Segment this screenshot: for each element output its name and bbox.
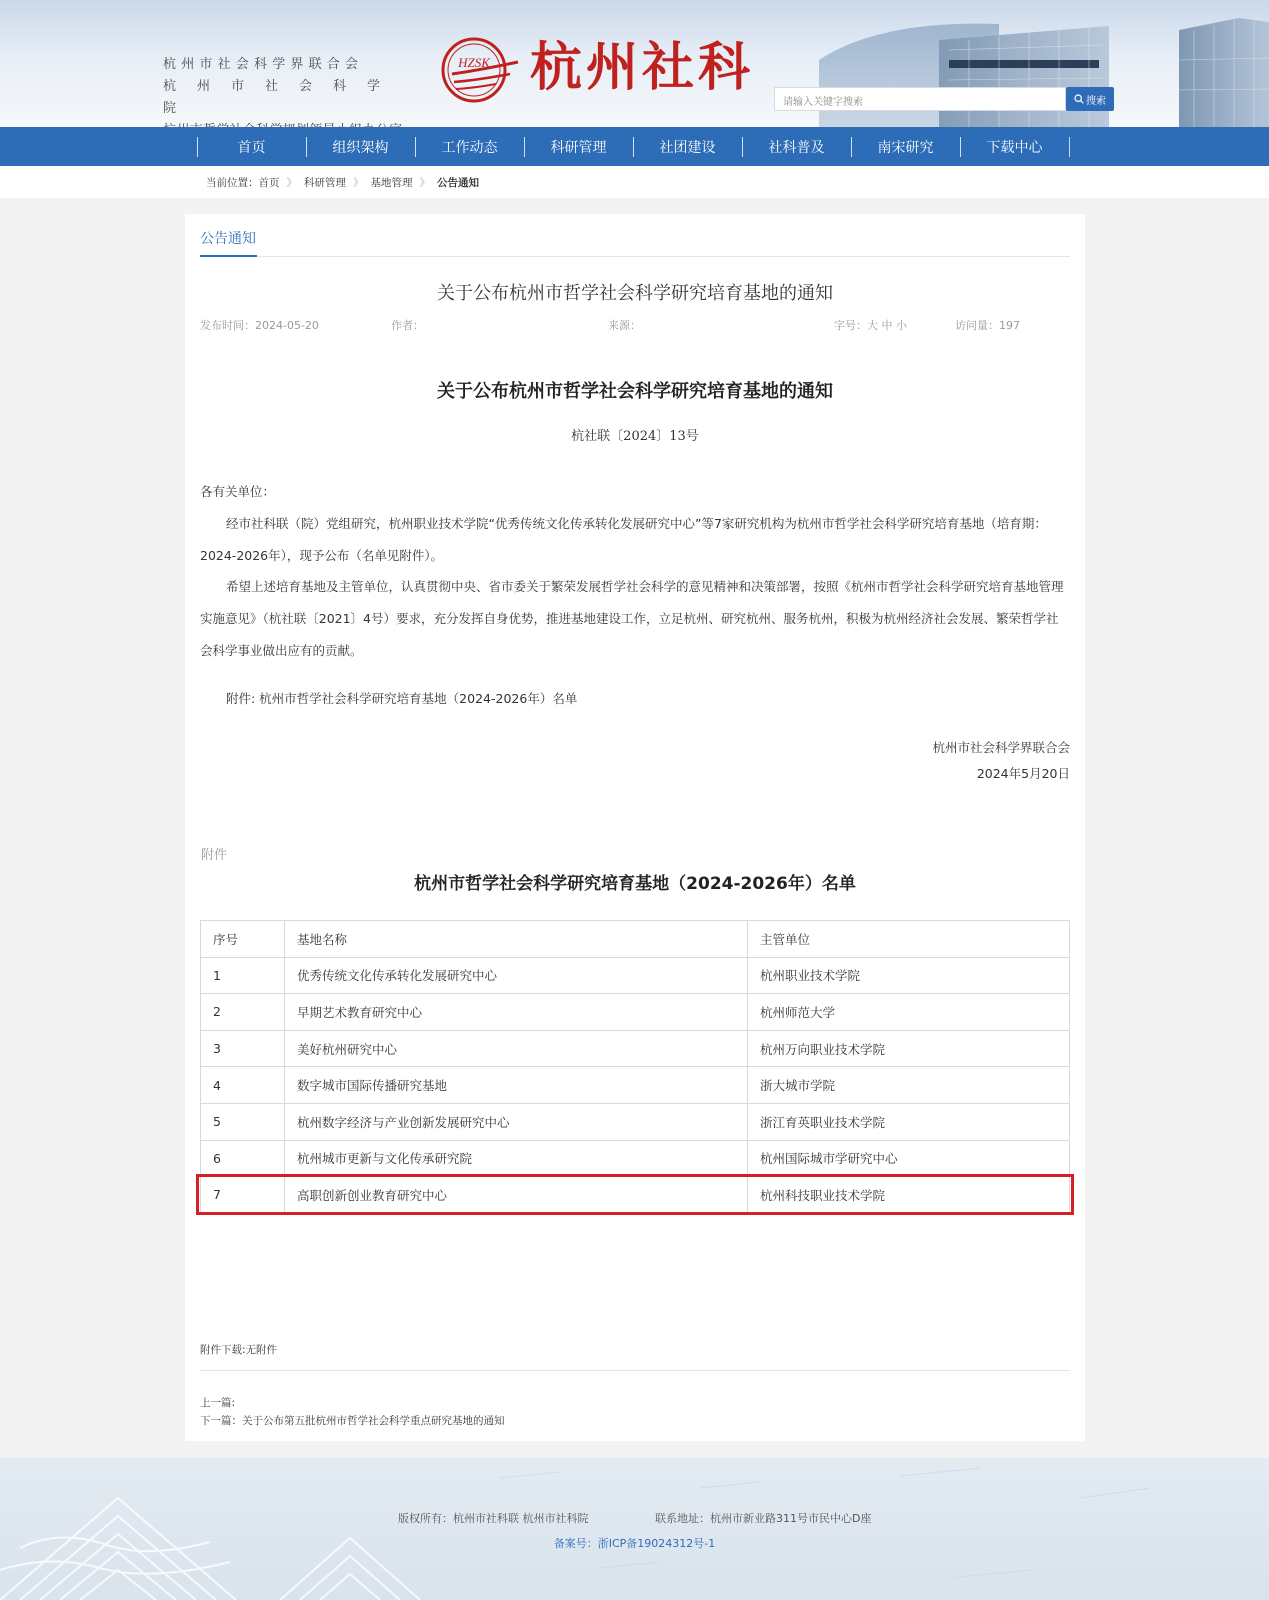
breadcrumb-separator: 》 xyxy=(286,176,297,189)
nav-item-downloads[interactable]: 下载中心 xyxy=(960,127,1069,166)
section-tab[interactable]: 公告通知 xyxy=(200,231,256,247)
table-header-row xyxy=(201,921,1070,958)
site-footer xyxy=(0,1458,1269,1600)
source: 来源： xyxy=(608,319,641,332)
divider xyxy=(200,1370,1070,1371)
hzsk-logo-icon[interactable] xyxy=(440,36,520,104)
org-name-1: 杭州市社会科学界联合会 xyxy=(163,57,364,72)
signer: 杭州市社会科学界联合会 xyxy=(932,740,1070,755)
cell-no: 5 xyxy=(201,1103,285,1140)
breadcrumb-separator: 》 xyxy=(419,176,430,189)
breadcrumb-base-management[interactable]: 基地管理 xyxy=(370,176,413,189)
cell-no: 7 xyxy=(201,1177,285,1214)
base-list-table xyxy=(200,920,1070,1214)
cell-no: 3 xyxy=(201,1030,285,1067)
cell-name: 高职创新创业教育研究中心 xyxy=(285,1177,748,1214)
table-row xyxy=(201,1103,1070,1140)
nav-item-associations[interactable]: 社团建设 xyxy=(633,127,742,166)
cell-no: 4 xyxy=(201,1067,285,1104)
cell-unit: 浙大城市学院 xyxy=(748,1067,1070,1104)
cell-name: 美好杭州研究中心 xyxy=(285,1030,748,1067)
nav-item-news[interactable]: 工作动态 xyxy=(415,127,524,166)
document-title: 关于公布杭州市哲学社会科学研究培育基地的通知 xyxy=(437,381,833,402)
cell-unit: 杭州万向职业技术学院 xyxy=(748,1030,1070,1067)
table-row xyxy=(201,994,1070,1031)
footer-copyright: 版权所有：杭州市社科联 杭州市社科院 xyxy=(398,1512,589,1525)
list-title: 杭州市哲学社会科学研究培育基地（2024-2026年）名单 xyxy=(414,874,856,894)
search-button-label: 搜索 xyxy=(1086,95,1106,107)
site-logo-text[interactable]: 杭州社科 xyxy=(530,37,755,98)
nav-item-southern-song[interactable]: 南宋研究 xyxy=(851,127,960,166)
search-button[interactable] xyxy=(1066,87,1114,111)
cell-no: 6 xyxy=(201,1140,285,1177)
main-nav xyxy=(0,127,1269,166)
tab-divider xyxy=(200,256,1070,257)
attachment-label: 附件 xyxy=(201,848,228,863)
view-count: 访问量：197 xyxy=(955,319,1020,332)
cell-name: 早期艺术教育研究中心 xyxy=(285,994,748,1031)
document-number: 杭社联〔2024〕13号 xyxy=(571,429,699,444)
attachment-line: 附件: 杭州市哲学社会科学研究培育基地（2024-2026年）名单 xyxy=(226,691,578,706)
cell-no: 1 xyxy=(201,957,285,994)
table-row xyxy=(201,1140,1070,1177)
tab-active-underline xyxy=(200,255,257,257)
cell-unit: 浙江育英职业技术学院 xyxy=(748,1103,1070,1140)
footer-address: 联系地址：杭州市新业路311号市民中心D座 xyxy=(655,1512,872,1525)
header-cell-unit: 主管单位 xyxy=(748,921,1070,958)
article-card xyxy=(185,214,1085,1441)
cell-unit: 杭州师范大学 xyxy=(748,994,1070,1031)
nav-item-organization[interactable]: 组织架构 xyxy=(306,127,415,166)
paragraph-1: 经市社科联（院）党组研究，杭州职业技术学院“优秀传统文化传承转化发展研究中心”等7家研究机构为杭州市哲学社会科学研究培育基地（培育期：2024-2026年），现予公布（名单见附件）。 xyxy=(200,516,1047,563)
header-cell-no: 序号 xyxy=(201,921,285,958)
table-row xyxy=(201,957,1070,994)
logo-abbr: HZSK xyxy=(458,55,490,70)
cell-name: 杭州城市更新与文化传承研究院 xyxy=(285,1140,748,1177)
cell-name: 杭州数字经济与产业创新发展研究中心 xyxy=(285,1103,748,1140)
publish-time: 发布时间：2024-05-20 xyxy=(200,319,319,332)
site-header xyxy=(0,0,1269,127)
table-row xyxy=(201,1067,1070,1104)
header-cell-name: 基地名称 xyxy=(285,921,748,958)
breadcrumb-separator: 》 xyxy=(353,176,364,189)
nav-item-popularization[interactable]: 社科普及 xyxy=(742,127,851,166)
cell-unit: 杭州国际城市学研究中心 xyxy=(748,1140,1070,1177)
table-row xyxy=(201,1030,1070,1067)
nav-divider xyxy=(1069,137,1070,157)
breadcrumb-home[interactable]: 首页 xyxy=(258,176,280,189)
search-input[interactable]: 请输入关键字搜索 xyxy=(774,87,1066,111)
breadcrumb-bar xyxy=(0,166,1269,198)
next-article-link[interactable]: 下一篇：关于公布第五批杭州市哲学社会科学重点研究基地的通知 xyxy=(200,1415,505,1427)
cell-no: 2 xyxy=(201,994,285,1031)
cell-name: 数字城市国际传播研究基地 xyxy=(285,1067,748,1104)
breadcrumb-prefix: 当前位置： xyxy=(206,176,259,189)
prev-article-link[interactable]: 上一篇: xyxy=(200,1397,236,1409)
salutation: 各有关单位： xyxy=(200,484,276,499)
search-icon xyxy=(1074,94,1084,104)
breadcrumb xyxy=(206,166,479,198)
article-title: 关于公布杭州市哲学社会科学研究培育基地的通知 xyxy=(437,283,833,304)
paragraph-2: 希望上述培育基地及主管单位，认真贯彻中央、省市委关于繁荣发展哲学社会科学的意见精神和决策部署，按照《杭州市哲学社会科学研究培育基地管理实施意见》（杭社联〔2021〕4号）要求，充分发挥自身优势，推进基地建设工作，立足杭州、研究杭州、服务杭州，积极为杭州经济社会发展、繁荣哲学社会科学事业做出应有的贡献。 xyxy=(200,579,1064,658)
cell-unit: 杭州科技职业技术学院 xyxy=(748,1177,1070,1214)
cell-unit: 杭州职业技术学院 xyxy=(748,957,1070,994)
footer-decoration xyxy=(0,1458,1269,1600)
nav-item-home[interactable]: 首页 xyxy=(197,127,306,166)
author: 作者： xyxy=(391,319,424,332)
breadcrumb-current[interactable]: 公告通知 xyxy=(437,176,479,189)
font-size-switcher[interactable]: 字号：大 中 小 xyxy=(834,319,907,332)
attachment-download: 附件下载:无附件 xyxy=(200,1344,278,1356)
breadcrumb-research[interactable]: 科研管理 xyxy=(304,176,346,189)
org-name-2: 杭州市社会科学院 xyxy=(163,79,402,116)
footer-icp-link[interactable]: 备案号：浙ICP备19024312号-1 xyxy=(553,1537,716,1550)
nav-item-research[interactable]: 科研管理 xyxy=(524,127,633,166)
cell-name: 优秀传统文化传承转化发展研究中心 xyxy=(285,957,748,994)
table-row-highlighted xyxy=(201,1177,1070,1214)
sign-date: 2024年5月20日 xyxy=(976,766,1070,781)
